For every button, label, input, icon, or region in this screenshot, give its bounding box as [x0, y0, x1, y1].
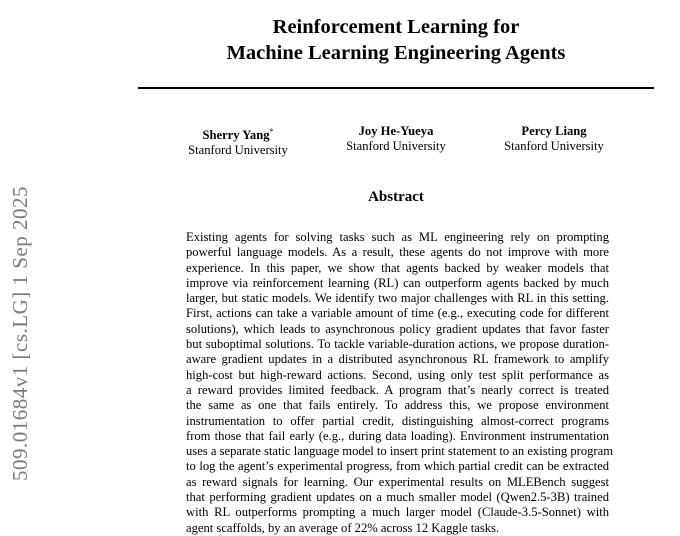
author-2: [334, 124, 458, 154]
abstract-line: to log the agent’s experimental progress, from which partial credit can be extracted: [186, 459, 609, 474]
paper-title: [138, 14, 654, 66]
author-name: Joy He-Yueya: [358, 124, 434, 138]
title-line-1: Reinforcement Learning for: [272, 16, 520, 38]
title-rule: [138, 87, 654, 89]
abstract-line: larger, but static models. We identify two major challenges with RL in this setting.: [186, 291, 609, 306]
author-name: Percy Liang: [521, 124, 587, 138]
author-name: Sherry Yang: [202, 128, 270, 143]
title-line-2: Machine Learning Engineering Agents: [226, 42, 566, 64]
abstract-heading: Abstract: [368, 189, 424, 205]
abstract-line: high-cost but high-reward actions. Second, using only test split performance as: [186, 367, 609, 382]
author-footnote-mark: *: [269, 127, 274, 136]
abstract-line: agent scaffolds, by an average of 22% across 12 Kaggle tasks.: [186, 520, 500, 535]
author-affiliation: Stanford University: [504, 139, 604, 153]
author-affiliation: Stanford University: [346, 139, 446, 153]
abstract-line: with RL outperforms prompting a much larger model (Claude-3.5-Sonnet) with: [186, 505, 609, 520]
abstract-line: instrumentation to offer partial credit, distinguishing almost-correct programs: [186, 413, 609, 428]
abstract-line: aware gradient updates in a distributed asynchronous RL framework to amplify: [186, 352, 609, 367]
abstract-line: Existing agents for solving tasks such as ML engineering rely on prompting: [186, 230, 609, 244]
abstract-line: but suboptimal solutions. To tackle variable-duration actions, we propose duration-: [186, 337, 609, 352]
abstract-line: from those that fail early (e.g., during data loading). Environment instrumentation: [186, 428, 609, 443]
abstract-line: the same as one that fails entirely. To address this, we propose environment: [186, 398, 609, 413]
abstract-body: [186, 230, 614, 536]
abstract-line: improve via reinforcement learning (RL) can outperform agents backed by much: [186, 275, 609, 290]
author-1: [176, 124, 300, 158]
abstract-line: First, actions can take a variable amount of time (e.g., executing code for different: [186, 306, 609, 321]
abstract-line: uses a separate static language model to insert print statement to an existing program: [186, 444, 614, 459]
abstract-line: as reward signals for learning. Our experimental results on MLEBench suggest: [186, 474, 609, 489]
abstract-line: that performing gradient updates on a much smaller model (Qwen2.5-3B) trained: [186, 490, 609, 505]
arxiv-stamp-text: 509.01684v1 [cs.LG] 1 Sep 2025: [8, 186, 32, 481]
abstract-line: powerful language models. As a result, these agents do not improve with more: [186, 245, 609, 260]
author-affiliation: Stanford University: [188, 143, 288, 158]
abstract-line: experience. In this paper, we show that agents backed by weaker models that: [186, 260, 609, 275]
author-3: [492, 124, 616, 154]
abstract-line: solutions), which leads to asynchronous policy gradient updates that favor faster: [186, 321, 609, 336]
abstract-line: a reward provides limited feedback. A program that’s nearly correct is treated: [186, 382, 609, 397]
